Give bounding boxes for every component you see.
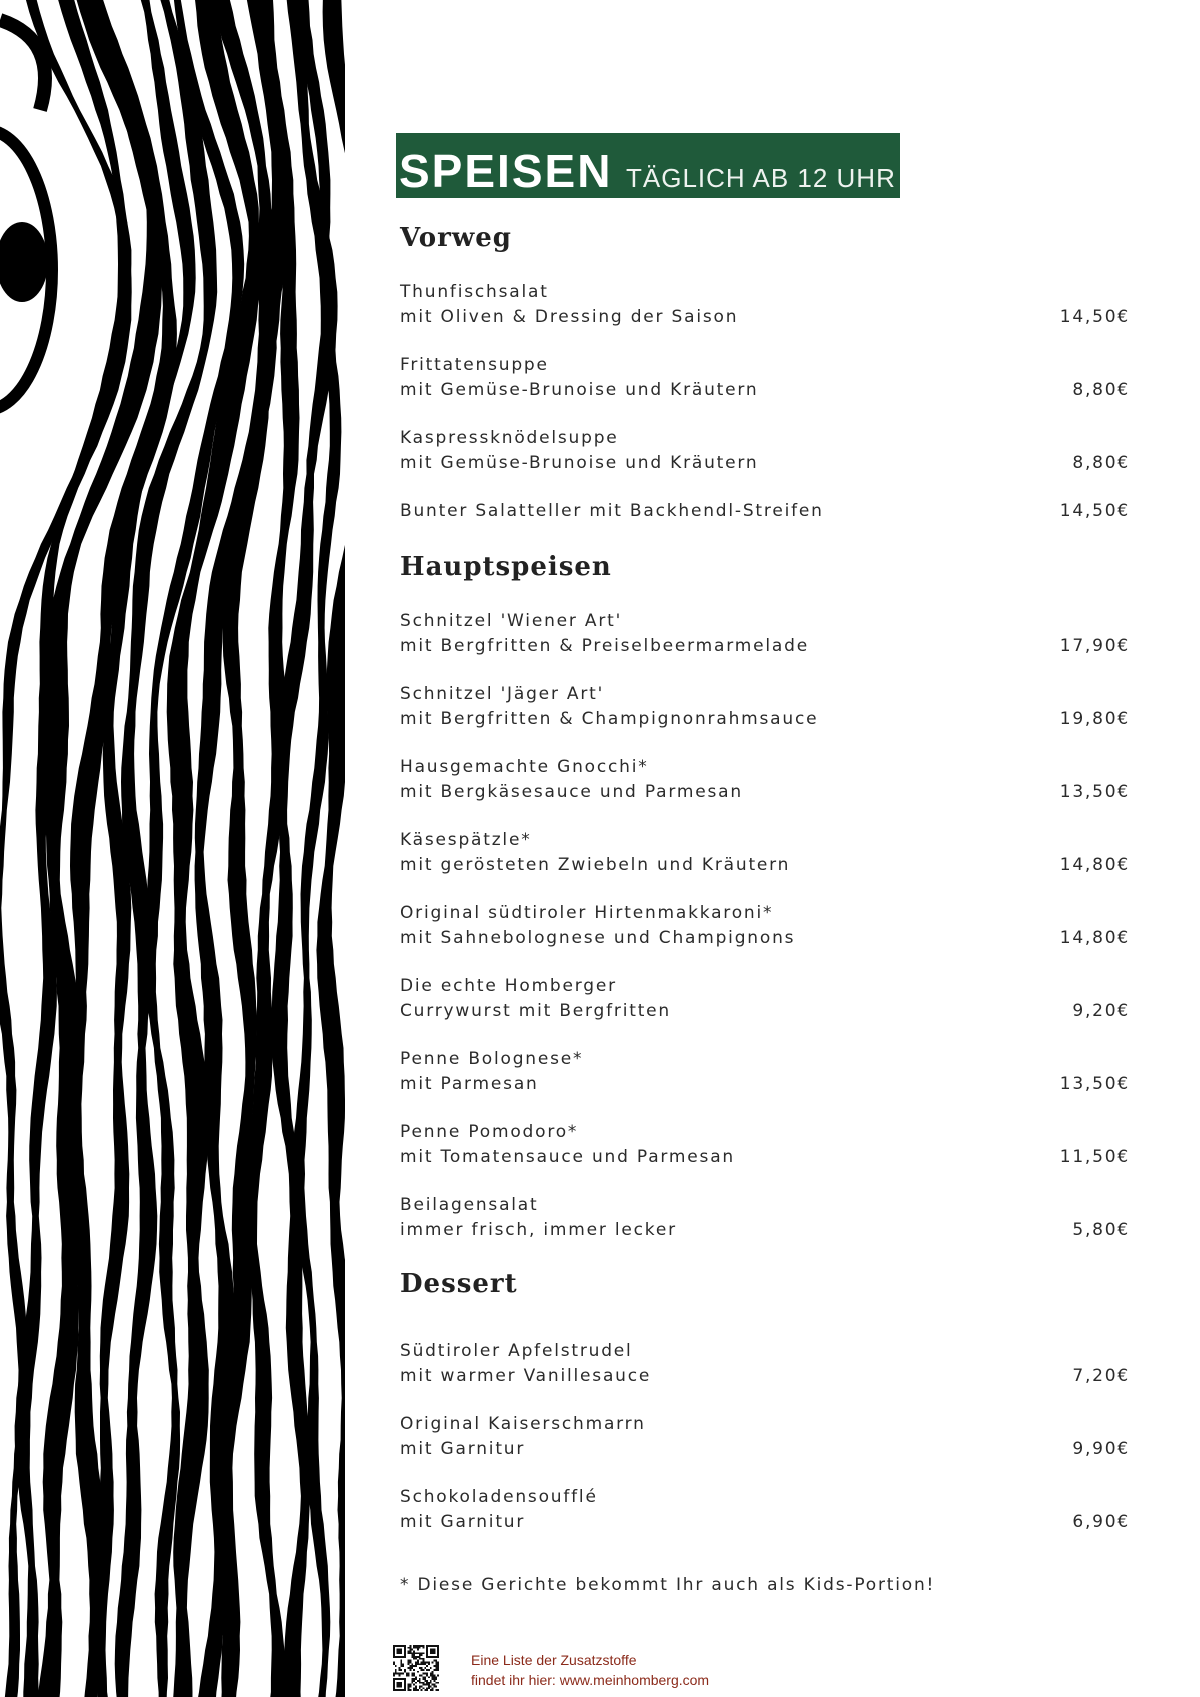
- menu-item: [400, 1120, 1128, 1170]
- item-name: Original Kaiserschmarrn: [400, 1414, 646, 1434]
- item-description: mit Sahnebolognese und Champignons: [400, 928, 796, 948]
- item-name: Die echte Homberger: [400, 976, 617, 996]
- item-name: Penne Pomodoro*: [400, 1122, 579, 1142]
- item-name: Thunfischsalat: [400, 282, 549, 302]
- item-description: mit Bergkäsesauce und Parmesan: [400, 782, 743, 802]
- item-price: 13,50€: [1059, 782, 1130, 802]
- item-description: mit warmer Vanillesauce: [400, 1366, 652, 1386]
- menu-item: [400, 426, 1128, 476]
- item-price: 19,80€: [1059, 709, 1130, 729]
- item-price: 8,80€: [1072, 380, 1130, 400]
- item-description: mit gerösteten Zwiebeln und Kräutern: [400, 855, 791, 875]
- menu-title: SPEISEN: [399, 145, 613, 197]
- item-price: 6,90€: [1072, 1512, 1130, 1532]
- item-name: Penne Bolognese*: [400, 1049, 584, 1069]
- menu-subtitle: TÄGLICH AB 12 UHR: [626, 163, 896, 193]
- menu-item: [400, 901, 1128, 951]
- menu-item: [400, 1485, 1128, 1535]
- item-name: Beilagensalat: [400, 1195, 539, 1215]
- item-price: 8,80€: [1072, 453, 1130, 473]
- item-price: 9,20€: [1072, 1001, 1130, 1021]
- item-name: Frittatensuppe: [400, 355, 549, 375]
- item-name: Käsespätzle*: [400, 830, 532, 850]
- item-description: mit Gemüse-Brunoise und Kräutern: [400, 380, 759, 400]
- item-description: mit Parmesan: [400, 1074, 539, 1094]
- item-description: mit Bergfritten & Champignonrahmsauce: [400, 709, 819, 729]
- qr-code: [393, 1645, 439, 1691]
- menu-item: [400, 609, 1128, 659]
- item-description: mit Gemüse-Brunoise und Kräutern: [400, 453, 759, 473]
- section-vorweg: [400, 221, 1128, 547]
- section-title: Hauptspeisen: [400, 552, 612, 582]
- item-name: Hausgemachte Gnocchi*: [400, 757, 649, 777]
- item-price: 9,90€: [1072, 1439, 1130, 1459]
- item-price: 7,20€: [1072, 1366, 1130, 1386]
- additives-notice: [471, 1650, 709, 1690]
- item-price: 14,80€: [1059, 928, 1130, 948]
- section-title: Vorweg: [400, 223, 512, 253]
- menu-item: [400, 280, 1128, 330]
- item-name: Schokoladensoufflé: [400, 1487, 598, 1507]
- menu-item: [400, 755, 1128, 805]
- section-hauptspeisen: [400, 550, 1128, 1266]
- item-name: Schnitzel 'Jäger Art': [400, 684, 605, 704]
- menu-item: [400, 974, 1128, 1024]
- woodcut-illustration: [0, 0, 350, 1697]
- menu-header: [396, 133, 900, 198]
- item-name: Bunter Salatteller mit Backhendl-Streifen: [400, 501, 824, 521]
- kids-portion-footnote: * Diese Gerichte bekommt Ihr auch als Kids-Portion!: [400, 1575, 936, 1595]
- item-description: mit Tomatensauce und Parmesan: [400, 1147, 735, 1167]
- menu-item: [400, 1047, 1128, 1097]
- menu-item: [400, 499, 1128, 524]
- item-description: mit Oliven & Dressing der Saison: [400, 307, 739, 327]
- item-description: Currywurst mit Bergfritten: [400, 1001, 671, 1021]
- section-title: Dessert: [400, 1269, 518, 1299]
- item-name: Kaspressknödelsuppe: [400, 428, 619, 448]
- item-price: 5,80€: [1072, 1220, 1130, 1240]
- item-price: 14,50€: [1059, 501, 1130, 521]
- menu-item: [400, 1193, 1128, 1243]
- item-price: 17,90€: [1059, 636, 1130, 656]
- additives-line-2: findet ihr hier: www.meinhomberg.com: [471, 1672, 710, 1688]
- item-price: 14,50€: [1059, 307, 1130, 327]
- item-name: Südtiroler Apfelstrudel: [400, 1341, 633, 1361]
- menu-item: [400, 1339, 1128, 1389]
- menu-item: [400, 1412, 1128, 1462]
- item-price: 11,50€: [1059, 1147, 1130, 1167]
- section-dessert: [400, 1267, 1128, 1558]
- item-price: 13,50€: [1059, 1074, 1130, 1094]
- menu-item: [400, 828, 1128, 878]
- additives-line-1: Eine Liste der Zusatzstoffe: [471, 1652, 637, 1668]
- item-name: Schnitzel 'Wiener Art': [400, 611, 623, 631]
- item-description: mit Garnitur: [400, 1512, 526, 1532]
- item-description: mit Bergfritten & Preiselbeermarmelade: [400, 636, 809, 656]
- item-description: immer frisch, immer lecker: [400, 1220, 677, 1240]
- item-description: mit Garnitur: [400, 1439, 526, 1459]
- woodcut-knot: [0, 222, 48, 302]
- menu-item: [400, 682, 1128, 732]
- menu-item: [400, 353, 1128, 403]
- item-price: 14,80€: [1059, 855, 1130, 875]
- item-name: Original südtiroler Hirtenmakkaroni*: [400, 903, 774, 923]
